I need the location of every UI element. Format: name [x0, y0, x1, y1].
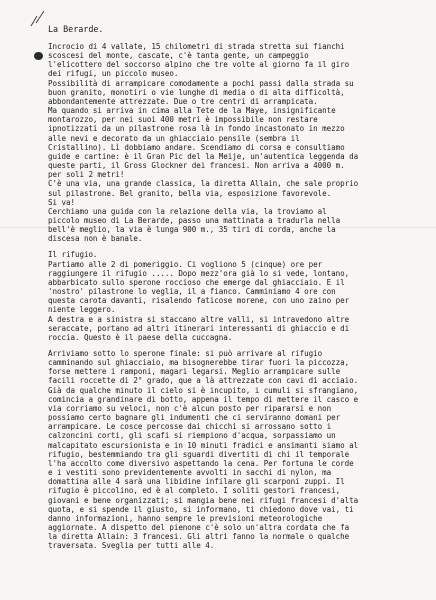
- text-line: Si va!: [48, 197, 75, 207]
- text-line: A destra e a sinistra si staccano altre valli, si intravedono altre: [48, 314, 350, 324]
- text-line: Ma quando si arriva in cima alla Tete de la Maye, insignificante: [48, 106, 336, 116]
- text-line: e i vestiti sono previdentemente avvolti in sacchi di nylon, ma: [48, 468, 332, 478]
- text-line: 'nostro' pilastrone lo veglia, il a fianco. Camminiamo 4 ore con: [48, 287, 336, 297]
- text-line: buon granito, monotiri o vie lunghe di media o di alta difficoltà,: [48, 87, 345, 97]
- text-line: forse mettere i ramponi, magari legarsi. Meglio arrampicare sulle: [48, 367, 341, 377]
- text-line: sul pilastrone. Bel granito, bella via, esposizione favorevole.: [48, 188, 332, 198]
- text-line: traversata. Sveglia per tutti alle 4.: [48, 541, 215, 551]
- text-line: piccolo museo di La Berarde, passo una mattinata a tradurla nella: [48, 215, 341, 225]
- text-line: abbondantemente attrezzate. Due o tre centri di arrampicata.: [48, 96, 318, 106]
- text-line: C'è una via, una grande classica, la diretta Allain, che sale proprio: [48, 179, 359, 189]
- text-line: possiamo certo bagnare gli indumenti che ci serviranno domani per: [48, 413, 341, 423]
- text-line: raggiungere il rifugio ..... Dopo mezz'ora già lo si vede, lontano,: [48, 268, 350, 278]
- text-line: malcapitato escursionista e in 10 minuti fradici e ansimanti siamo al: [48, 440, 359, 450]
- text-line: questa carota davanti, risalendo faticose morene, con uno zaino per: [48, 296, 350, 306]
- pen-mark-icon: [28, 8, 50, 30]
- text-line: bell'è meglio, la via è lunga 900 m., 35 tiri di corda, anche la: [48, 225, 336, 235]
- text-line: rifugio è piccolino, ed è al completo. I soliti gestori francesi,: [48, 486, 341, 496]
- text-line: arrampicare. Le cosce percosse dai chicchi si arrossano sotto i: [48, 422, 332, 432]
- text-line: Arriviamo sotto lo sperone finale: si può arrivare al rifugio: [48, 349, 323, 358]
- text-line: roccia. Questo è il paese della cuccagna.: [48, 332, 233, 342]
- text-line: guide e cartine: è il Gran Pic del la Meije, un'autentica leggenda da: [48, 151, 359, 161]
- text-line: Partiamo alle 2 di pomeriggio. Ci vogliono 5 (cinque) ore per: [48, 259, 323, 269]
- text-line: alle nevi e decorato da un ghiacciaio pensile (sembra il: [48, 133, 300, 143]
- text-line: abbarbicato sullo sperone roccioso che emerge dal ghiacciaio. E il: [48, 277, 345, 287]
- paragraph: [48, 42, 420, 243]
- text-line: facili roccette di 2° grado, que a là attrezzate con cavi di acciaio.: [48, 376, 359, 386]
- text-line: danno informazioni, hanno sempre le previsioni meteorologiche: [48, 513, 323, 523]
- text-line: calzoncini corti, gli scafi si riempiono d'acqua, sorpassiamo un: [48, 431, 336, 441]
- text-line: dei rifugi, un piccolo museo.: [48, 69, 179, 79]
- text-line: queste parti, il Gross Glockner dei francesi. Non arriva a 4000 m.: [48, 161, 345, 171]
- text-line: l'ha accolto come diversivo aspettando la cena. Per fortuna le corde: [48, 458, 354, 468]
- text-line: rifugio, bestemmiando tra gli sguardi divertiti di chi il temporale: [48, 449, 350, 459]
- text-line: ipnotizzati da un pilastrone rosa là in fondo incastonato in mezzo: [48, 124, 345, 134]
- paragraph: [48, 349, 420, 550]
- text-line: scoscesi del monte, cascate, c'è tanta gente, un campeggio: [48, 51, 309, 61]
- text-line: domattina alle 4 sarà una libidine infilare gli scarponi zuppi. Il: [48, 477, 345, 487]
- text-line: camminando sul ghiacciaio, ma bisognerebbe tirar fuori la piccozza,: [48, 358, 350, 368]
- text-line: comincia a grandinare di botto, appena il tempo di mettere il casco e: [48, 394, 359, 404]
- binder-hole-icon: [34, 52, 43, 60]
- text-line: la diretta Allain: 3 francesi. Gli altri fanno la normale o qualche: [48, 532, 350, 542]
- text-line: Già da qualche minuto il cielo si è incupito, i cumuli si sfrangiano,: [48, 385, 359, 395]
- text-line: Cerchiamo una guida con la relazione della via, la troviamo al: [48, 206, 327, 216]
- text-line: Cristallino). Lì dobbiamo andare. Scendiamo di corsa e consultiamo: [48, 142, 345, 152]
- paragraph: [48, 250, 420, 342]
- text-line: aggiornate. A dispetto del pienone c'è solo un'altra cordata che fa: [48, 522, 350, 532]
- text-line: l'elicottero del soccorso alpino che tre volte al giorno fa il giro: [48, 60, 350, 70]
- text-line: per soli 2 metri!: [48, 170, 125, 180]
- text-line: seraccate, portano ad altri itinerari interessanti di ghiaccio e di: [48, 323, 350, 333]
- text-line: quota, e si spende il giusto, si informano, ti chiedono dove vai, ti: [48, 504, 354, 514]
- text-line: Il rifugio.: [48, 250, 98, 260]
- text-line: discesa non è banale.: [48, 234, 143, 244]
- document-title: La Berarde.: [48, 24, 104, 34]
- document-body: [48, 42, 420, 557]
- text-line: via corriamo su veloci, non c'è alcun posto per ripararsi e non: [48, 403, 332, 413]
- text-line: Incrocio di 4 vallate, 15 chilometri di strada stretta sui fianchi: [48, 42, 345, 51]
- text-line: montarozzo, per nei suoi 400 metri è impossibile non restare: [48, 115, 318, 125]
- text-line: Possibilità di arrampicare comodamente a pochi passi dalla strada su: [48, 78, 354, 88]
- text-line: niente leggero.: [48, 305, 116, 315]
- text-line: giovani e bene organizzati; si mangia bene nei rifugi francesi d'alta: [48, 495, 359, 505]
